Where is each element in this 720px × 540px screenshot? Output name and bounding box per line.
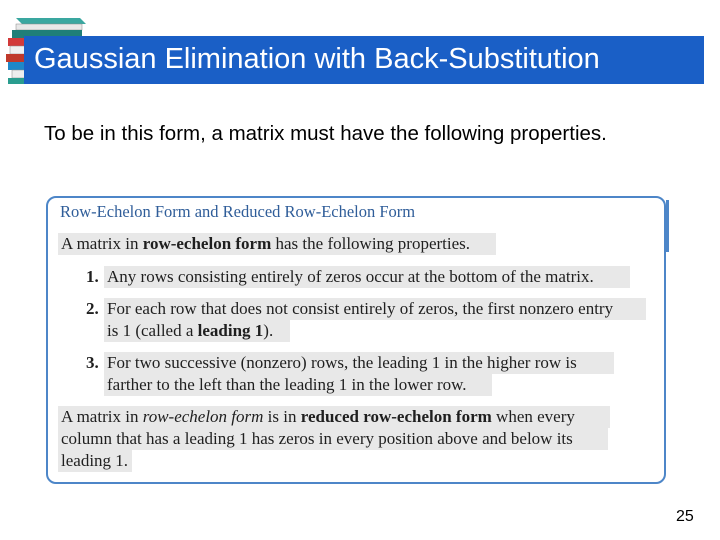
reduced-line3: leading 1.: [58, 450, 132, 472]
lead-term: row-echelon form: [142, 234, 272, 253]
item-2-number: 2.: [86, 299, 99, 318]
item-2-line2-pre: is 1 (called a: [107, 321, 198, 340]
item-3-line2: farther to the left than the leading 1 in the lower row.: [104, 374, 492, 396]
box-accent-line: [666, 200, 669, 252]
item-1-text: Any rows consisting entirely of zeros occur at the bottom of the matrix.: [104, 266, 630, 288]
item-3-number: 3.: [86, 353, 99, 372]
lead-post: has the following properties.: [271, 234, 471, 253]
slide-title: Gaussian Elimination with Back-Substitution: [34, 43, 600, 75]
reduced-line2: column that has a leading 1 has zeros in every position above and below its: [58, 428, 608, 450]
page-number: 25: [676, 508, 694, 525]
item-2-line1: For each row that does not consist entirely of zeros, the first nonzero entry: [104, 298, 646, 320]
reduced-post: when every: [491, 407, 575, 426]
item-2-term: leading 1: [197, 321, 264, 340]
reduced-italic: row-echelon form: [142, 407, 264, 426]
item-2-line2: [104, 320, 290, 342]
reduced-mid: is in: [263, 407, 301, 426]
intro-text: To be in this form, a matrix must have the following properties.: [44, 122, 607, 145]
box-title: Row-Echelon Form and Reduced Row-Echelon Form: [60, 202, 416, 221]
lead-sentence: [58, 233, 496, 255]
item-1-number: 1.: [86, 267, 99, 286]
lead-pre: A matrix in: [61, 234, 143, 253]
reduced-term: reduced row-echelon form: [300, 407, 492, 426]
item-3-line1: For two successive (nonzero) rows, the leading 1 in the higher row is: [104, 352, 614, 374]
reduced-line1: [58, 406, 610, 428]
item-2-line2-post: ).: [263, 321, 274, 340]
reduced-pre: A matrix in: [61, 407, 143, 426]
